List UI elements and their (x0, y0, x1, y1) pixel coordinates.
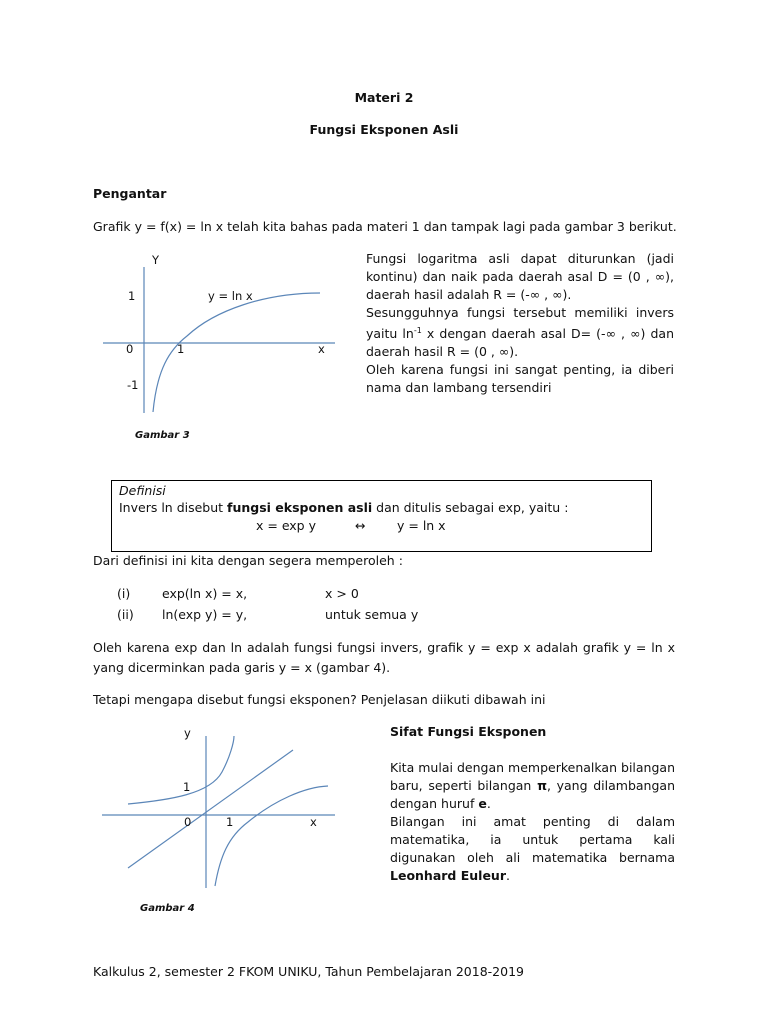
line-y-equals-x (128, 750, 293, 868)
materi-label: Materi 2 (354, 90, 414, 105)
ln-curve (215, 786, 328, 886)
exp-curve (128, 736, 234, 804)
paragraph-inverse: Oleh karena exp dan ln adalah fungsi fungsi invers, grafik y = exp x adalah grafik y = ln x yang dicerminkan pada garis y = x (gambar 4). (93, 640, 675, 675)
right-paragraph-1: Fungsi logaritma asli dapat diturunkan (jadi kontinu) dan naik pada daerah asal D = (0 , ∞), daerah hasil adalah R = (-∞ , ∞). (366, 251, 674, 302)
item-1-eq: exp(ln x) = x, (162, 586, 248, 601)
tick-1-x: 1 (226, 815, 234, 829)
section-heading-sifat: Sifat Fungsi Eksponen (390, 724, 547, 739)
gambar4-graph (100, 722, 340, 892)
tick-1-x: 1 (177, 342, 185, 356)
sifat-text (390, 759, 675, 885)
intro-paragraph: Grafik y = f(x) = ln x telah kita bahas pada materi 1 dan tampak lagi pada gambar 3 berikut. (93, 219, 677, 234)
y-axis-label: y (184, 726, 191, 740)
x-axis-label: x (310, 815, 317, 829)
sifat-paragraph-2: Bilangan ini amat penting di dalam matematika, ia untuk pertama kali digunakan oleh ali matematika bernama Leonhard Euleur. (390, 814, 675, 883)
right-paragraph-3: Oleh karena fungsi ini sangat penting, ia diberi nama dan lambang tersendiri (366, 362, 674, 396)
tick-1-y: 1 (183, 780, 191, 794)
item-2-num: (ii) (117, 607, 134, 622)
origin-label: 0 (184, 815, 192, 829)
y-axis-label: Y (152, 253, 160, 267)
footer-text: Kalkulus 2, semester 2 FKOM UNIKU, Tahun Pembelajaran 2018-2019 (93, 964, 524, 979)
definition-eq-left: x = exp y (256, 518, 316, 533)
definition-text: Invers ln disebut fungsi eksponen asli dan ditulis sebagai exp, yaitu : (119, 500, 569, 515)
paragraph-why: Tetapi mengapa disebut fungsi eksponen? Penjelasan diikuti dibawah ini (93, 692, 546, 707)
definition-eq-arrow: ↔ (355, 518, 366, 533)
derived-lead: Dari definisi ini kita dengan segera memperoleh : (93, 553, 403, 568)
section-heading-pengantar: Pengantar (93, 186, 167, 201)
sifat-paragraph-1: Kita mulai dengan memperkenalkan bilangan baru, seperti bilangan π, yang dilambangan dengan huruf e. (390, 760, 675, 811)
curve-label: y = ln x (208, 289, 253, 303)
item-1-cond: x > 0 (325, 586, 359, 601)
page-title: Fungsi Eksponen Asli (309, 122, 459, 137)
pengantar-right-text (366, 250, 674, 397)
item-2-eq: ln(exp y) = y, (162, 607, 248, 622)
gambar3-graph (95, 250, 345, 445)
origin-label: 0 (126, 342, 134, 356)
definition-title: Definisi (119, 483, 166, 498)
definition-box (111, 480, 652, 552)
tick-neg1-y: -1 (127, 378, 139, 392)
x-axis-label: x (318, 342, 325, 356)
tick-1-y: 1 (128, 289, 136, 303)
gambar4-caption: Gambar 4 (140, 903, 195, 914)
item-2-cond: untuk semua y (325, 607, 419, 622)
gambar3-caption: Gambar 3 (135, 430, 190, 441)
item-1-num: (i) (117, 586, 131, 601)
definition-eq-right: y = ln x (397, 518, 446, 533)
right-paragraph-2: Sesungguhnya fungsi tersebut memiliki invers yaitu $\ln^{-1} x$ dengan daerah asal D= (-∞ , ∞) dan daerah hasil R = (0 , ∞). (366, 305, 674, 360)
